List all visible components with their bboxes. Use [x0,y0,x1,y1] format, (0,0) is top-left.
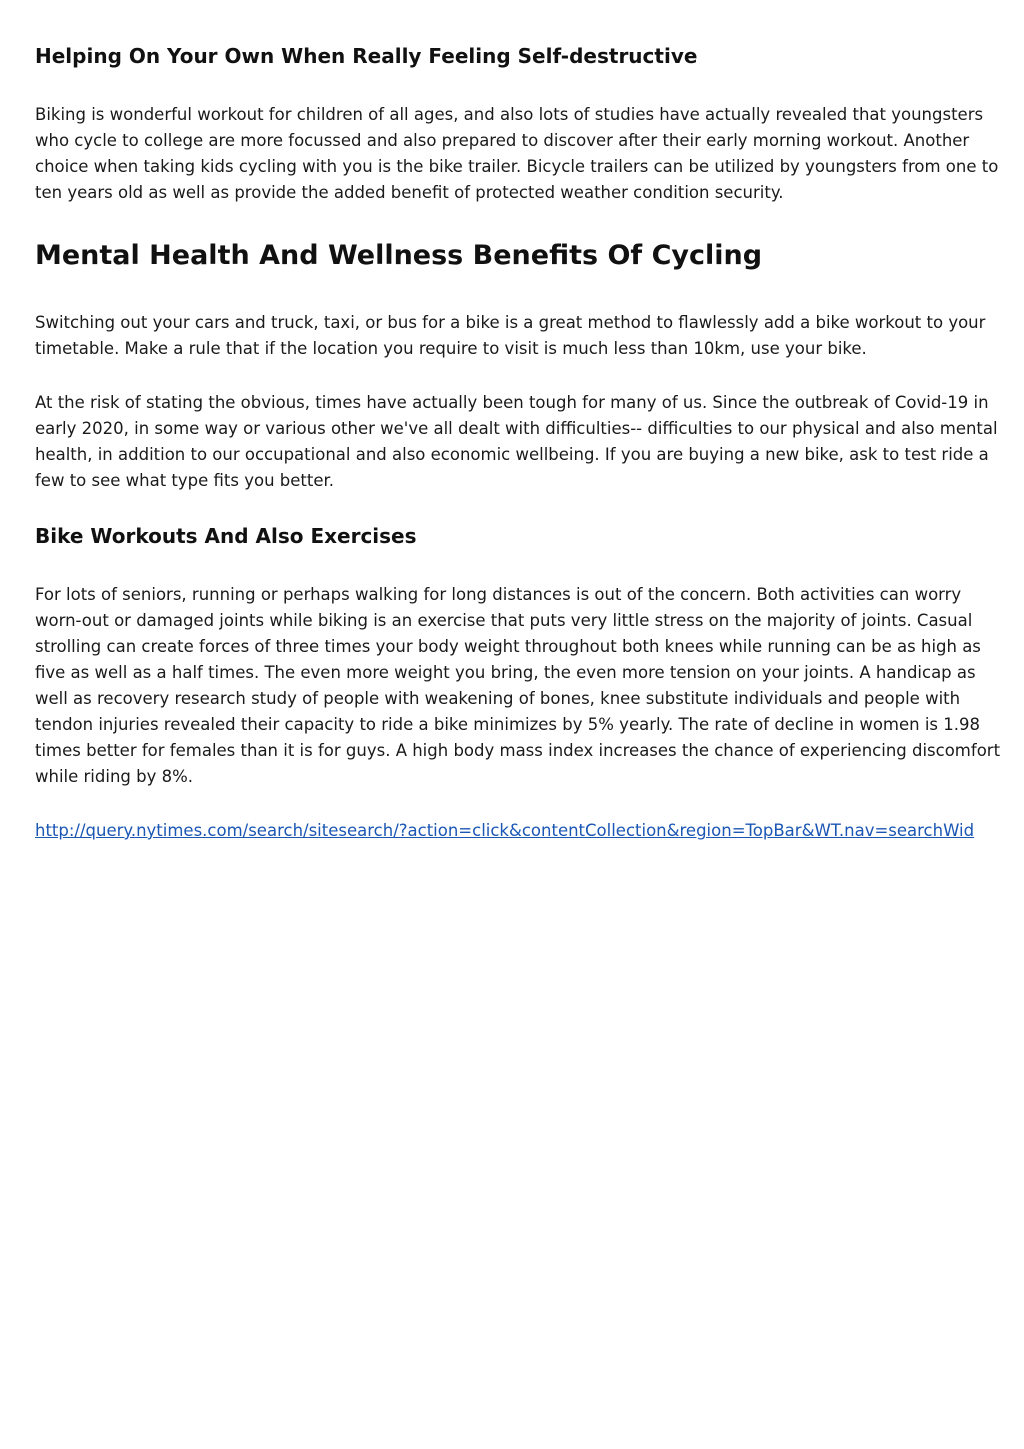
article [35,0,1005,844]
paragraph: At the risk of stating the obvious, times have actually been tough for many of us. Since the outbreak of Covid-19 in early 2020, in some way or various other we've all dealt with difficulties-- difficulties to our physical and also mental health, in addition to our occupational and also economic wellbeing. If you are buying a new bike, ask to test ride a few to see what type fits you better. [35,393,998,490]
paragraph: Switching out your cars and truck, taxi, or bus for a bike is a great method to flawlessly add a bike workout to your timetable. Make a rule that if the location you require to visit is much less than 10km, use your bike. [35,313,986,358]
section-heading: Mental Health And Wellness Benefits Of Cycling [35,240,763,271]
paragraph: Biking is wonderful workout for children of all ages, and also lots of studies have actually revealed that youngsters who cycle to college are more focussed and also prepared to discover after their early morning workout. Another choice when taking kids cycling with you is the bike trailer. Bicycle trailers can be utilized by youngsters from one to ten years old as well as provide the added benefit of protected weather condition security. [35,105,999,202]
link-container [35,818,1005,844]
section-heading: Bike Workouts And Also Exercises [35,524,417,548]
paragraph: For lots of seniors, running or perhaps walking for long distances is out of the concern. Both activities can worry worn-out or damaged joints while biking is an exercise that puts very little stress on the majority of joints. Casual strolling can create forces of three times your body weight throughout both knees while running can be as high as five as well as a half times. The even more weight you bring, the even more tension on your joints. A handicap as well as recovery research study of people with weakening of bones, knee substitute individuals and people with tendon injuries revealed their capacity to ride a bike minimizes by 5% yearly. The rate of decline in women is 1.98 times better for females than it is for guys. A high body mass index increases the chance of experiencing discomfort while riding by 8%. [35,585,1001,786]
section-heading: Helping On Your Own When Really Feeling Self-destructive [35,44,698,68]
external-link[interactable]: http://query.nytimes.com/search/sitesearch/?action=click&contentCollection&region=TopBar&WT.nav=searchWid [35,821,975,840]
